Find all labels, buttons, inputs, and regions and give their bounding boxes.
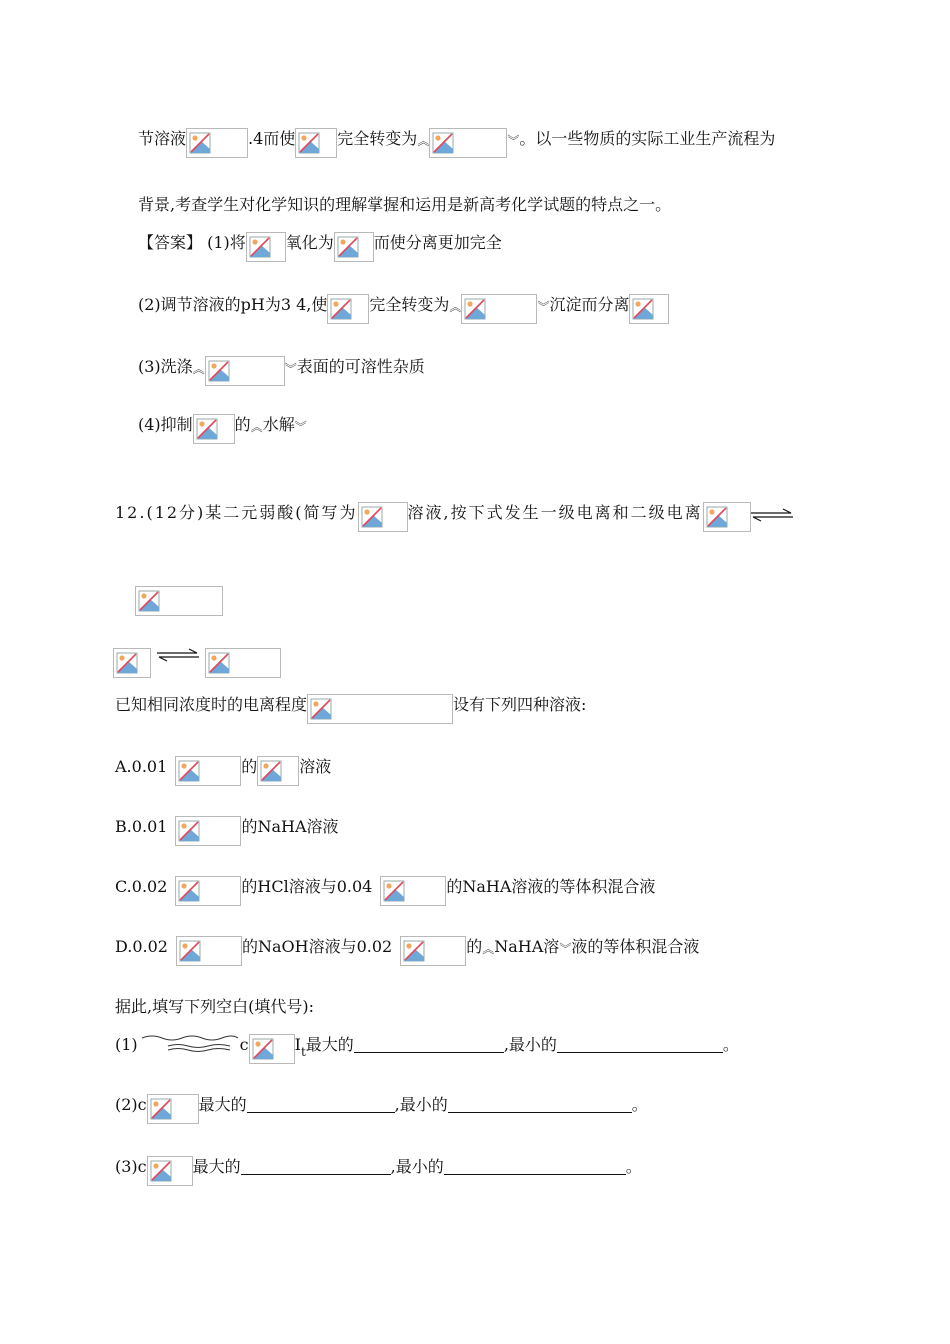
broken-image-icon — [186, 128, 248, 158]
broken-image-icon — [135, 586, 223, 616]
text: (1) — [115, 1035, 138, 1054]
text: 沉淀而分离 — [549, 295, 630, 314]
answer-3 — [138, 356, 425, 386]
chevron-up-icon: ︽ — [449, 300, 462, 314]
question-12 — [115, 502, 793, 532]
chevron-down-icon: ︾ — [284, 362, 297, 376]
text: 。 — [631, 1095, 648, 1114]
broken-image-icon — [193, 414, 235, 444]
broken-image-icon — [629, 294, 669, 324]
text: 设有下列四种溶液: — [453, 695, 587, 714]
text: .4而使 — [248, 129, 296, 148]
broken-image-icon — [461, 294, 537, 324]
chevron-down-icon: ︾ — [559, 942, 572, 956]
broken-image-icon — [246, 232, 286, 262]
text: 背景,考查学生对化学知识的理解掌握和运用是新高考化学试题的特点之一。 — [138, 195, 672, 214]
text: 的NaHA溶液 — [241, 817, 339, 836]
text: A.0.01 — [115, 757, 168, 776]
fill-2 — [115, 1094, 648, 1124]
text: 已知相同浓度时的电离程度 — [115, 695, 308, 714]
option-b — [115, 816, 339, 846]
text: 表面的可溶性杂质 — [296, 357, 425, 376]
broken-image-icon — [176, 936, 242, 966]
broken-image-icon — [307, 694, 453, 724]
text: 的 — [466, 937, 483, 956]
answer-blank[interactable] — [557, 1034, 723, 1053]
answer-blank[interactable] — [444, 1156, 626, 1175]
subscript: t — [300, 1045, 306, 1059]
broken-image-icon — [175, 816, 241, 846]
answer-1 — [138, 232, 502, 262]
text: 完全转变为 — [369, 295, 450, 314]
text: 氧化为 — [285, 233, 334, 252]
text: C.0.02 — [115, 877, 168, 896]
option-d — [115, 936, 699, 966]
equation-1 — [135, 586, 223, 616]
text: (3)洗涤 — [138, 357, 193, 376]
broken-image-icon — [113, 648, 151, 678]
option-c — [115, 876, 655, 906]
fill-3 — [115, 1156, 642, 1186]
chevron-down-icon: ︾ — [537, 300, 550, 314]
text: 的 — [234, 415, 251, 434]
equilibrium-arrows-icon — [751, 506, 793, 528]
text: 的HCl溶液与0.04 — [241, 877, 373, 896]
broken-image-icon — [295, 128, 337, 158]
broken-image-icon — [429, 128, 507, 158]
text: 据此,填写下列空白(填代号): — [115, 997, 314, 1016]
text: 液的等体积混合液 — [571, 937, 700, 956]
chevron-up-icon: ︽ — [482, 942, 495, 956]
chevron-up-icon: ︽ — [250, 420, 263, 434]
text: B.0.01 — [115, 817, 168, 836]
known-line — [115, 694, 586, 724]
broken-image-icon — [147, 1156, 193, 1186]
equation-2 — [113, 648, 281, 678]
text: 。 — [722, 1035, 739, 1054]
answer-4 — [138, 414, 307, 444]
text: 溶液,按下式发生一级电离和二级电离 — [407, 503, 703, 522]
text: (2)调节溶液的pH为3 4,使 — [138, 295, 328, 314]
broken-image-icon — [205, 356, 285, 386]
chevron-up-icon: ︽ — [192, 362, 205, 376]
text: 的NaOH溶液与0.02 — [241, 937, 393, 956]
chevron-down-icon: ︾ — [507, 134, 520, 148]
equilibrium-arrows-icon — [157, 646, 199, 668]
broken-image-icon — [400, 936, 466, 966]
answer-blank[interactable] — [354, 1034, 504, 1053]
answer-blank[interactable] — [247, 1094, 395, 1113]
text: $I_t$ — [294, 1035, 306, 1059]
broken-image-icon — [249, 1034, 295, 1064]
text-line-1 — [138, 128, 775, 158]
broken-image-icon — [257, 756, 299, 786]
text: 节溶液 — [138, 129, 187, 148]
option-a — [115, 756, 331, 786]
answer-blank[interactable] — [448, 1094, 632, 1113]
fill-instructions — [115, 996, 314, 1018]
text: 的NaHA溶液的等体积混合液 — [446, 877, 656, 896]
text: 最大的 — [305, 1035, 354, 1054]
broken-image-icon — [334, 232, 374, 262]
fill-1 — [115, 1034, 739, 1064]
text: 【答案】 (1)将 — [138, 233, 246, 252]
text: 12.(12分)某二元弱酸(简写为 — [115, 503, 358, 522]
text: 而使分离更加完全 — [373, 233, 502, 252]
broken-image-icon — [380, 876, 446, 906]
text: 溶液 — [299, 757, 332, 776]
answer-2 — [138, 294, 669, 324]
text: c — [239, 1035, 249, 1054]
text-line-2 — [138, 194, 671, 216]
broken-image-icon — [205, 648, 281, 678]
answer-blank[interactable] — [241, 1156, 391, 1175]
text: 完全转变为 — [337, 129, 418, 148]
text: 。 — [625, 1157, 642, 1176]
broken-image-icon — [703, 502, 751, 532]
text: NaHA溶 — [494, 937, 560, 956]
text: 最大的 — [192, 1157, 241, 1176]
text: (4)抑制 — [138, 415, 193, 434]
broken-image-icon — [327, 294, 369, 324]
chevron-down-icon: ︾ — [294, 420, 307, 434]
text: 的 — [241, 757, 258, 776]
text: 。以一些物质的实际工业生产流程为 — [519, 129, 776, 148]
text: 水解 — [262, 415, 295, 434]
text: (3)c — [115, 1157, 147, 1176]
text: (2)c — [115, 1095, 147, 1114]
broken-image-icon — [358, 502, 408, 532]
broken-image-icon — [147, 1094, 199, 1124]
text: ,最小的 — [394, 1095, 448, 1114]
text: 最大的 — [198, 1095, 247, 1114]
text: ,最小的 — [503, 1035, 557, 1054]
wavy-lines-icon — [138, 1034, 240, 1060]
chevron-up-icon: ︽ — [417, 134, 430, 148]
broken-image-icon — [175, 756, 241, 786]
text: D.0.02 — [115, 937, 168, 956]
broken-image-icon — [175, 876, 241, 906]
text: ,最小的 — [390, 1157, 444, 1176]
